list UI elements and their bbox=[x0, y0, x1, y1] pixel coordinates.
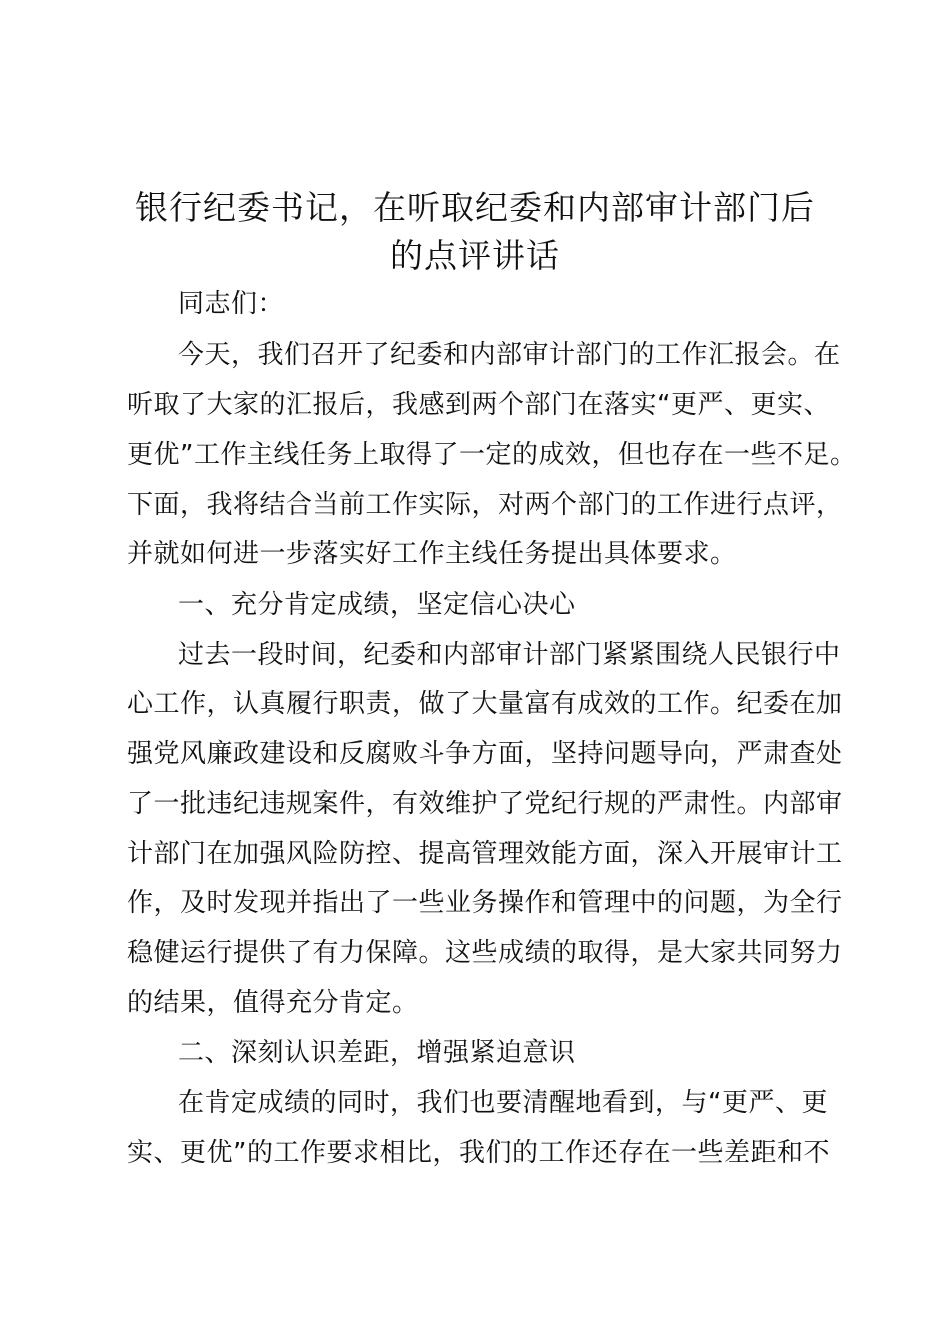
paragraph-line: 的结果，值得充分肯定。 bbox=[127, 988, 419, 1018]
paragraph-line: 稳健运行提供了有力保障。这些成绩的取得，是大家共同努力 bbox=[127, 938, 843, 968]
paragraph-line: 过去一段时间，纪委和内部审计部门紧紧围绕人民银行中 bbox=[178, 640, 841, 670]
paragraph-line: 实、更优”的工作要求相比，我们的工作还存在一些差距和不 bbox=[127, 1138, 830, 1168]
paragraph-line: 计部门在加强风险防控、提高管理效能方面，深入开展审计工 bbox=[127, 839, 843, 869]
paragraph-line: 在肯定成绩的同时，我们也要清醒地看到，与“更严、更 bbox=[178, 1088, 828, 1118]
paragraph-line: 听取了大家的汇报后，我感到两个部门在落实“更严、更实、 bbox=[127, 390, 830, 420]
section-heading-2: 二、深刻认识差距，增强紧迫意识 bbox=[178, 1038, 576, 1068]
paragraph-line: 下面，我将结合当前工作实际，对两个部门的工作进行点评， bbox=[127, 490, 843, 520]
paragraph-line: 今天，我们召开了纪委和内部审计部门的工作汇报会。在 bbox=[178, 340, 841, 370]
paragraph-line: 心工作，认真履行职责，做了大量富有成效的工作。纪委在加 bbox=[127, 689, 843, 719]
paragraph-line: 强党风廉政建设和反腐败斗争方面，坚持问题导向，严肃查处 bbox=[127, 739, 843, 769]
paragraph-line: 作，及时发现并指出了一些业务操作和管理中的问题，为全行 bbox=[127, 888, 843, 918]
document-title-line-2: 的点评讲话 bbox=[390, 236, 560, 275]
document-title-line-1: 银行纪委书记，在听取纪委和内部审计部门后 bbox=[135, 188, 815, 227]
section-heading-1: 一、充分肯定成绩，坚定信心决心 bbox=[178, 590, 576, 620]
salutation: 同志们： bbox=[178, 289, 285, 319]
paragraph-line: 了一批违纪违规案件，有效维护了党纪行规的严肃性。内部审 bbox=[127, 789, 843, 819]
paragraph-line: 并就如何进一步落实好工作主线任务提出具体要求。 bbox=[127, 539, 737, 569]
paragraph-line: 更优”工作主线任务上取得了一定的成效，但也存在一些不足。 bbox=[127, 440, 857, 470]
